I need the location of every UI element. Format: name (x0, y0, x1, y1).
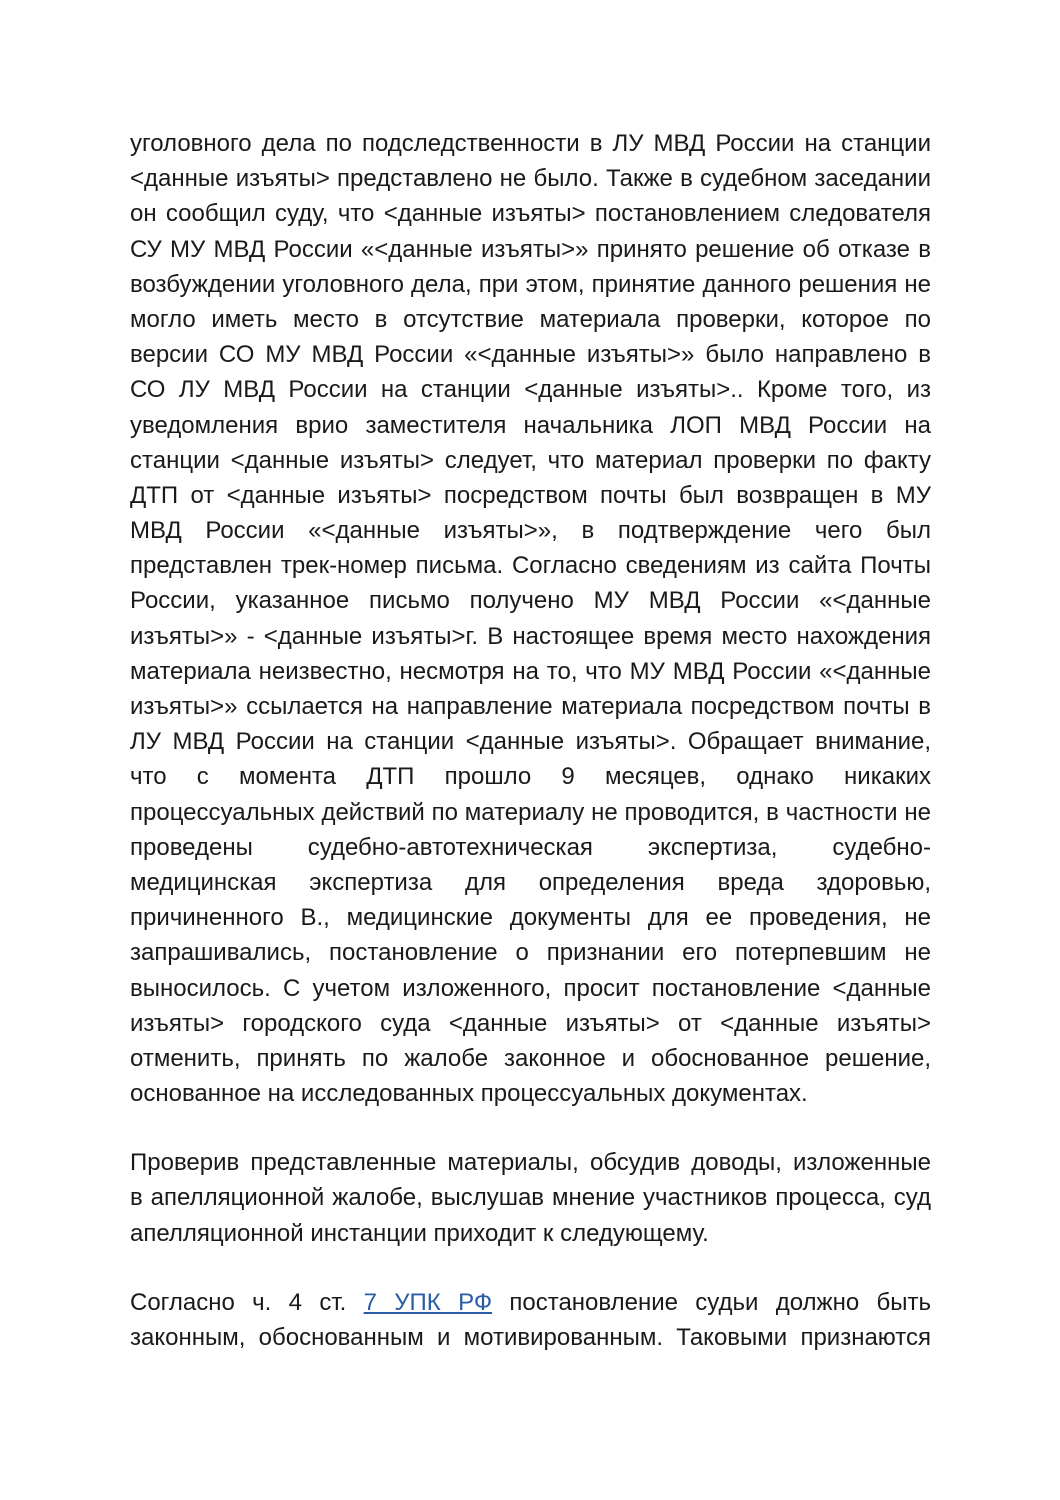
text-line: ЛУ МВД России на станции <данные изъяты>. Обращает внимание, (130, 728, 931, 756)
text-line: изъяты> городского суда <данные изъяты> от <данные изъяты> (130, 1009, 931, 1037)
text-line: <данные изъяты> представлено не было. Также в судебном заседании (130, 165, 931, 193)
text-line: он сообщил суду, что <данные изъяты> постановлением следователя (130, 200, 931, 228)
text-line: СУ МУ МВД России «<данные изъяты>» принято решение об отказе в (130, 235, 931, 263)
text-line: станции <данные изъяты> следует, что материал проверки по факту (130, 446, 931, 474)
law-link-upk[interactable]: 7 УПК РФ (363, 1288, 493, 1316)
text-line: уголовного дела по подследственности в ЛУ МВД России на станции (130, 130, 931, 157)
text-line: версии СО МУ МВД России «<данные изъяты>» было направлено в (130, 341, 931, 369)
text-line: законным, обоснованным и мотивированным. Таковыми признаются (130, 1324, 931, 1351)
text-line: отменить, принять по жалобе законное и обоснованное решение, (130, 1044, 931, 1072)
text-line: апелляционной инстанции приходит к следующему. (130, 1219, 709, 1247)
text-fragment: Согласно ч. 4 ст. (130, 1288, 347, 1316)
text-line: выносилось. С учетом изложенного, просит постановление <данные (130, 974, 931, 1002)
text-line: материала неизвестно, несмотря на то, что МУ МВД России «<данные (130, 657, 931, 685)
text-line: России, указанное письмо получено МУ МВД России «<данные (130, 587, 931, 615)
text-line: изъяты>» ссылается на направление материала посредством почты в (130, 693, 931, 720)
text-line: что с момента ДТП прошло 9 месяцев, однако никаких (130, 763, 931, 791)
text-line: проведены судебно-автотехническая экспертиза, судебно- (130, 833, 931, 861)
text-line: запрашивались, постановление о признании его потерпевшим не (130, 939, 931, 967)
text-line: МВД России «<данные изъяты>», в подтверждение чего был (130, 517, 931, 545)
paragraph-law-reference (130, 1285, 931, 1355)
text-line: могло иметь место в отсутствие материала проверки, которое по (130, 305, 931, 333)
paragraph-spacer (130, 1111, 931, 1145)
text-line: Проверив представленные материалы, обсудив доводы, изложенные (130, 1149, 931, 1177)
paragraph-spacer (130, 1251, 931, 1285)
document-page (130, 126, 931, 1355)
text-line (130, 1285, 931, 1320)
paragraph-verification (130, 1145, 931, 1251)
text-line: основанное на исследованных процессуальных документах. (130, 1080, 808, 1108)
text-line: представлен трек-номер письма. Согласно сведениям из сайта Почты (130, 552, 931, 580)
text-line: причиненного В., медицинские документы для ее проведения, не (130, 904, 931, 932)
text-line: в апелляционной жалобе, выслушав мнение участников процесса, суд (130, 1184, 931, 1212)
text-line: уведомления врио заместителя начальника ЛОП МВД России на (130, 411, 931, 439)
text-fragment: постановление судьи должно быть (509, 1288, 931, 1316)
paragraph-complaint (130, 126, 931, 1111)
text-line: процессуальных действий по материалу не проводится, в частности не (130, 798, 931, 826)
text-line: возбуждении уголовного дела, при этом, принятие данного решения не (130, 270, 931, 298)
text-line: медицинская экспертиза для определения вреда здоровью, (130, 868, 931, 896)
text-line: СО ЛУ МВД России на станции <данные изъяты>.. Кроме того, из (130, 376, 931, 404)
text-line: изъяты>» - <данные изъяты>г. В настоящее время место нахождения (130, 622, 931, 650)
text-line: ДТП от <данные изъяты> посредством почты был возвращен в МУ (130, 481, 931, 509)
